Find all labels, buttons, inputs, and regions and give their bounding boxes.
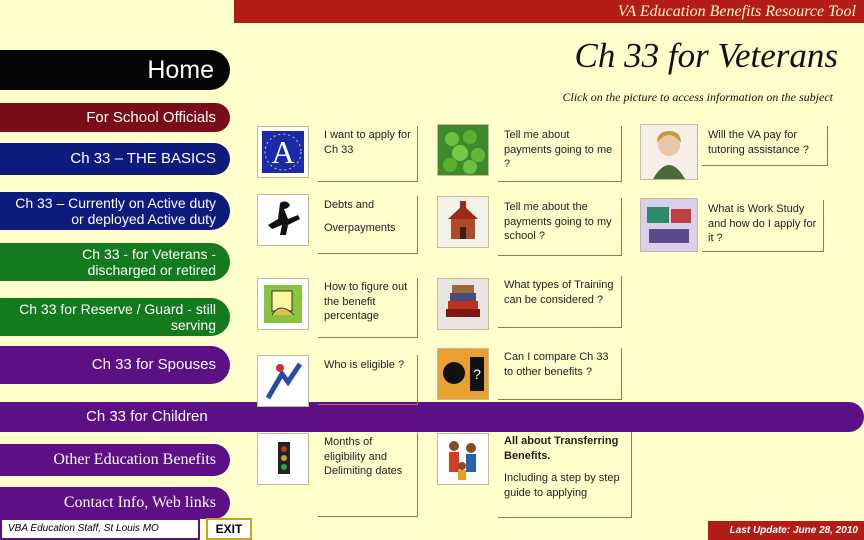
nav-reserve[interactable] bbox=[0, 298, 230, 336]
nav-children-label: Ch 33 for Children bbox=[86, 408, 208, 425]
app-title-bar bbox=[234, 0, 864, 23]
money-icon[interactable] bbox=[437, 124, 489, 176]
instruction-text: Click on the picture to access information on the subject bbox=[562, 90, 833, 104]
topic-compare-label: Can I compare Ch 33 to other benefits ? bbox=[504, 351, 609, 378]
topic-tutoring[interactable] bbox=[702, 126, 828, 166]
topic-eligible[interactable] bbox=[318, 355, 418, 405]
nav-school-officials-label: For School Officials bbox=[86, 109, 216, 126]
last-update: Last Update: June 28, 2010 bbox=[708, 521, 864, 540]
apply-icon[interactable] bbox=[257, 126, 309, 178]
nav-veterans[interactable] bbox=[0, 243, 230, 281]
nav-active-duty-label: Ch 33 – Currently on Active duty or deployed Active duty bbox=[15, 195, 216, 227]
nav-basics-label: Ch 33 – THE BASICS bbox=[70, 150, 216, 167]
nav-basics[interactable] bbox=[0, 143, 230, 175]
family-icon[interactable] bbox=[437, 433, 489, 485]
nav-reserve-label: Ch 33 for Reserve / Guard - still serving bbox=[19, 301, 216, 333]
topic-transfer-title: All about Transferring Benefits. bbox=[504, 435, 619, 462]
nav-contact[interactable] bbox=[0, 487, 230, 519]
compare-icon[interactable] bbox=[437, 348, 489, 400]
topic-payments-school-label: Tell me about the payments going to my school ? bbox=[504, 201, 612, 242]
percentage-icon[interactable] bbox=[257, 278, 309, 330]
topic-months-label: Months of eligibility and Delimiting dates bbox=[324, 436, 403, 477]
nav-veterans-label: Ch 33 - for Veterans - discharged or retired bbox=[82, 246, 216, 278]
topic-benefit-percentage-label: How to figure out the benefit percentage bbox=[324, 281, 408, 322]
topic-work-study-label: What is Work Study and how do I apply for it ? bbox=[708, 203, 817, 244]
tutor-photo-icon[interactable] bbox=[640, 124, 698, 180]
topic-overpayments-label: Overpayments bbox=[324, 221, 396, 234]
exit-button[interactable]: EXIT bbox=[206, 518, 252, 540]
app-title: VA Education Benefits Resource Tool bbox=[617, 3, 856, 20]
topic-debts[interactable] bbox=[318, 196, 418, 254]
svg-text:?: ? bbox=[473, 366, 481, 382]
topic-apply-label: I want to apply for Ch 33 bbox=[324, 129, 411, 156]
nav-active-duty[interactable] bbox=[0, 192, 230, 230]
books-icon[interactable] bbox=[437, 278, 489, 330]
topic-payments-me[interactable] bbox=[498, 126, 622, 182]
page-title: Ch 33 for Veterans bbox=[574, 36, 838, 75]
topic-training-label: What types of Training can be considered ? bbox=[504, 279, 614, 306]
nav-other-benefits[interactable] bbox=[0, 444, 230, 476]
staff-credit: VBA Education Staff, St Louis MO bbox=[0, 518, 200, 540]
topic-payments-school[interactable] bbox=[498, 198, 622, 256]
nav-children[interactable] bbox=[0, 402, 864, 432]
nav-home[interactable] bbox=[0, 50, 230, 90]
letter-a: A bbox=[271, 134, 295, 170]
eligible-icon[interactable] bbox=[257, 355, 309, 407]
nav-other-label: Other Education Benefits bbox=[53, 451, 216, 468]
topic-debts-label: Debts and bbox=[324, 199, 375, 211]
nav-spouses[interactable] bbox=[0, 346, 230, 384]
nav-contact-label: Contact Info, Web links bbox=[63, 494, 216, 511]
topic-training[interactable] bbox=[498, 276, 622, 328]
nav-spouses-label: Ch 33 for Spouses bbox=[91, 356, 216, 373]
debts-icon[interactable] bbox=[257, 194, 309, 246]
topic-tutoring-label: Will the VA pay for tutoring assistance ? bbox=[708, 129, 809, 156]
topic-work-study[interactable] bbox=[702, 200, 824, 252]
topic-transfer-guide: Including a step by step guide to applying bbox=[504, 472, 620, 499]
topic-eligible-label: Who is eligible ? bbox=[324, 359, 405, 371]
topic-payments-me-label: Tell me about payments going to me ? bbox=[504, 129, 613, 170]
nav-school-officials[interactable] bbox=[0, 103, 230, 132]
work-study-icon[interactable] bbox=[640, 198, 698, 252]
topic-months-eligibility[interactable] bbox=[318, 433, 418, 517]
topic-transfer[interactable] bbox=[498, 432, 632, 518]
traffic-light-icon[interactable] bbox=[257, 433, 309, 485]
topic-apply[interactable] bbox=[318, 126, 418, 182]
school-icon[interactable] bbox=[437, 196, 489, 248]
topic-benefit-percentage[interactable] bbox=[318, 278, 418, 338]
topic-compare[interactable] bbox=[498, 348, 622, 400]
nav-home-label: Home bbox=[147, 56, 214, 84]
